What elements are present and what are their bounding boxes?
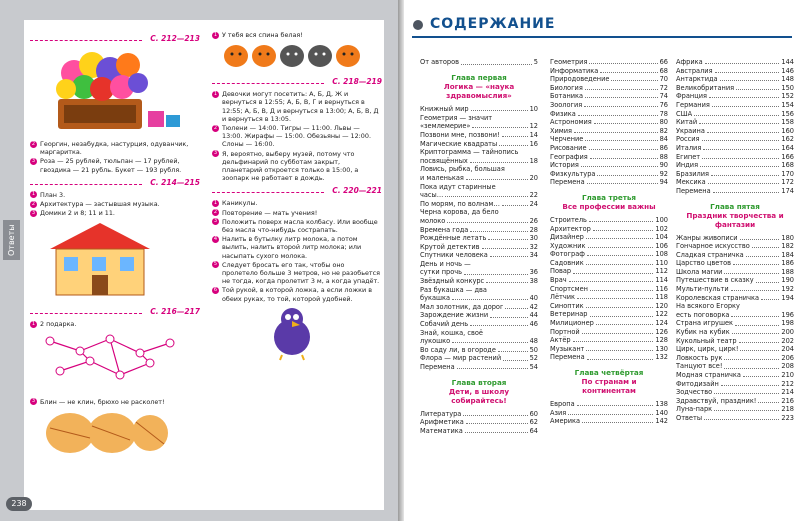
toc-entry[interactable]: Здравствуй, праздник! 216 xyxy=(676,396,794,405)
toc-entry[interactable]: Врач 114 xyxy=(550,276,668,285)
toc-entry[interactable]: Синоптик 120 xyxy=(550,301,668,310)
toc-entry[interactable]: Биология 72 xyxy=(550,83,668,92)
toc-entry[interactable]: Цирк, цирк, цирк! 204 xyxy=(676,345,794,354)
toc-entry[interactable]: Фитодизайн 212 xyxy=(676,379,794,388)
toc-entry[interactable]: Зоология 76 xyxy=(550,100,668,109)
toc-entry[interactable]: Фотограф 108 xyxy=(550,250,668,259)
answer-item: 3 Домики 2 и 8; 11 и 11. xyxy=(31,209,115,218)
toc-list xyxy=(676,234,794,423)
toc-entry[interactable]: Мульти-пульти 192 xyxy=(676,285,794,294)
flower-basket-illustration xyxy=(40,47,200,137)
toc-list xyxy=(550,216,668,362)
maze-illustration xyxy=(40,331,200,395)
answer-item: 3 Положить поверх масла колбасу. Или вообще без масла что-нибудь сострапать. xyxy=(213,217,378,235)
chapter-heading: Глава вторая Дети, в школу собирайтесь! xyxy=(448,377,510,405)
house-illustration xyxy=(40,219,200,303)
answer-item: 6 Той рукой, в которой ложка, а если ложки в обеих руках, то той, которой удобней. xyxy=(213,286,372,303)
toc-list xyxy=(550,58,668,187)
section-header xyxy=(212,77,382,87)
toc-entry[interactable]: Страна игрушек 198 xyxy=(676,319,794,328)
toc-entry[interactable]: лукошко 48 xyxy=(420,337,538,346)
toc-entry[interactable]: Времена года 28 xyxy=(420,225,538,234)
toc-entry[interactable]: Рождённые летать 30 xyxy=(420,234,538,243)
toc-entry[interactable]: Художник 106 xyxy=(550,241,668,250)
toc-entry[interactable]: Звёздный конкурс 38 xyxy=(420,277,538,286)
toc-column-2 xyxy=(550,58,668,426)
pumpkins-illustration xyxy=(222,41,382,73)
toc-entry[interactable]: Луна-парк 218 xyxy=(676,405,794,414)
toc-entry[interactable]: Индия 168 xyxy=(676,161,794,170)
toc-entry[interactable]: Крутой детектив 32 xyxy=(420,242,538,251)
toc-entry[interactable]: Раз букашка — два xyxy=(420,285,487,294)
answer-item: 1 2 подарка. xyxy=(31,320,77,329)
toc-entry[interactable]: Музыкант 130 xyxy=(550,344,668,353)
toc-entry[interactable]: Физкультура 92 xyxy=(550,169,668,178)
toc-entry[interactable]: Германия 154 xyxy=(676,100,794,109)
toc-title: СОДЕРЖАНИЕ xyxy=(430,16,556,32)
toc-entry[interactable]: Бразилия 170 xyxy=(676,169,794,178)
toc-entry[interactable]: Перемена 94 xyxy=(550,178,668,187)
toc-entry[interactable]: Зарождение жизни 44 xyxy=(420,311,538,320)
toc-entry[interactable]: Дизайнер 104 xyxy=(550,233,668,242)
toc-entry[interactable]: Школа магии 188 xyxy=(676,267,794,276)
answer-item: 1 План 3. xyxy=(31,190,66,199)
answer-item: 3 Блин — не клин, брюхо не расколет! xyxy=(31,397,165,406)
toc-entry[interactable]: Спутники человека 34 xyxy=(420,251,538,260)
toc-entry[interactable]: Мал золотник, да дорог 42 xyxy=(420,302,538,311)
toc-entry[interactable]: По морям, по волнам… 24 xyxy=(420,199,538,208)
crow-illustration xyxy=(262,305,382,365)
toc-entry[interactable]: День и ночь — xyxy=(420,259,471,268)
toc-entry[interactable]: Знай, кошка, своё xyxy=(420,328,483,337)
toc-entry[interactable]: молоко 26 xyxy=(420,216,538,225)
toc-entry[interactable]: Природоведение 70 xyxy=(550,75,668,84)
answer-item: 1 У тебя вся спина белая! xyxy=(213,31,303,39)
section-header xyxy=(30,34,200,44)
toc-entry[interactable]: Черчение 84 xyxy=(550,135,668,144)
toc-entry[interactable]: «землемерие» 12 xyxy=(420,122,538,131)
toc-entry[interactable]: Магические квадраты 16 xyxy=(420,139,538,148)
section-pages: С. 212—213 xyxy=(150,34,200,43)
chapter-heading: Глава четвёртая По странам и континентам xyxy=(574,368,644,395)
section-header xyxy=(30,307,200,317)
toc-entry[interactable]: Ветеринар 122 xyxy=(550,310,668,319)
chapter-heading: Глава третья Все профессии важны xyxy=(562,192,656,211)
toc-entry[interactable]: Гончарное искусство 182 xyxy=(676,242,794,251)
section-header xyxy=(212,186,382,196)
toc-entry[interactable]: Ботаника 74 xyxy=(550,92,668,101)
toc-entry[interactable]: Арифметика 62 xyxy=(420,418,538,427)
toc-entry[interactable]: сутки прочь 36 xyxy=(420,268,538,277)
title-rule xyxy=(412,36,792,38)
toc-entry[interactable]: Портной 126 xyxy=(550,327,668,336)
section-pages: С. 216—217 xyxy=(150,307,200,317)
toc-entry[interactable]: Собачий день 46 xyxy=(420,320,538,329)
toc-list xyxy=(420,410,538,436)
section-pages: С. 214—215 xyxy=(150,177,200,187)
toc-entry[interactable]: Позвони мне, позвони! 14 xyxy=(420,130,538,139)
toc-list xyxy=(550,400,668,426)
toc-entry[interactable]: Антарктида 148 xyxy=(676,75,794,84)
toc-entry[interactable]: Перемена 54 xyxy=(420,363,538,372)
toc-entry[interactable]: Америка 142 xyxy=(550,417,668,426)
toc-entry[interactable]: Садовник 110 xyxy=(550,258,668,267)
toc-entry[interactable]: есть поговорка 196 xyxy=(676,310,794,319)
answer-item: 4 Налить в бутылку литр молока, а потом вылить, налить второй литр молока; или насыпать сухого молока. xyxy=(213,235,362,260)
chapter-heading: Глава первая Логика — «наука здравомыслия» xyxy=(443,73,515,101)
toc-entry[interactable]: и маленькая 20 xyxy=(420,173,538,182)
toc-entry[interactable]: Лётчик 118 xyxy=(550,293,668,302)
answer-item: 3 Я, вероятно, выберу музей, потому что дельфинарий по субботам закрыт, планетарий откроется только в 15:00, а зоопарк не работает в дождь. xyxy=(213,149,359,183)
toc-entry[interactable]: Мексика 172 xyxy=(676,178,794,187)
section-tab: Ответы xyxy=(3,220,20,260)
toc-entry[interactable]: Кукольный театр 202 xyxy=(676,336,794,345)
toc-entry[interactable]: Черна корова, да бело xyxy=(420,208,499,217)
toc-entry[interactable]: Украина 160 xyxy=(676,126,794,135)
toc-entry[interactable]: Пока идут старинные xyxy=(420,182,496,191)
toc-entry[interactable]: Химия 82 xyxy=(550,126,668,135)
toc-column-1 xyxy=(420,58,538,435)
toc-entry[interactable]: Модная страничка 210 xyxy=(676,371,794,379)
toc-entry[interactable]: Повар 112 xyxy=(550,267,668,276)
toc-entry[interactable]: Россия 162 xyxy=(676,135,794,144)
toc-entry[interactable]: США 156 xyxy=(676,109,794,118)
toc-entry[interactable]: Королевская страничка 194 xyxy=(676,293,794,302)
toc-entry[interactable]: Африка 144 xyxy=(676,58,794,66)
toc-entry[interactable]: Астрономия 80 xyxy=(550,118,668,127)
toc-entry[interactable]: Спортсмен 116 xyxy=(550,284,668,293)
toc-entry[interactable]: Великобритания 150 xyxy=(676,83,794,92)
answer-item: 2 Архитектура — застывшая музыка. xyxy=(31,200,160,209)
answer-item: 5 Следует бросать его так, чтобы оно пролетело больше 3 метров, но не разобьется не тогда, когда пролетит 3 м, а когда упадёт. xyxy=(213,260,380,286)
toc-entry[interactable]: Зодчество 214 xyxy=(676,388,794,397)
toc-entry[interactable]: Информатика 68 xyxy=(550,66,668,75)
toc-entry[interactable]: Жанры живописи 180 xyxy=(676,233,794,242)
toc-entry[interactable]: Криптограмма — тайнопись xyxy=(420,148,519,157)
toc-entry[interactable]: Европа 138 xyxy=(550,400,668,408)
answer-item: 2 Повторение — мать учения! xyxy=(213,208,318,217)
toc-entry[interactable]: На всякого Егорку xyxy=(676,302,740,311)
toc-entry[interactable]: Италия 164 xyxy=(676,143,794,152)
toc-entry[interactable]: Китай 158 xyxy=(676,118,794,127)
toc-entry[interactable]: Путешествие в сказку 190 xyxy=(676,276,794,285)
toc-entry[interactable]: Физика 78 xyxy=(550,109,668,118)
answers-column-b xyxy=(212,30,382,368)
toc-entry[interactable]: Австралия 146 xyxy=(676,66,794,75)
toc-entry[interactable]: Строитель 100 xyxy=(550,215,668,224)
answer-item: 2 Георгин, незабудка, настурция, одуванчик, маргаритка. xyxy=(31,140,189,157)
toc-entry[interactable]: Милиционер 124 xyxy=(550,319,668,328)
answer-item: 1 Каникулы. xyxy=(213,199,258,208)
toc-entry[interactable]: Актёр 128 xyxy=(550,336,668,345)
toc-entry[interactable]: посвящённых 18 xyxy=(420,156,538,165)
toc-entry[interactable]: Франция 152 xyxy=(676,92,794,101)
toc-entry[interactable]: Ловись, рыбка, большая xyxy=(420,165,505,174)
bullet-icon xyxy=(413,20,423,30)
toc-entry[interactable]: Перемена 132 xyxy=(550,353,668,362)
section-pages: С. 220—221 xyxy=(332,186,382,196)
toc-entry[interactable]: От авторов 5 xyxy=(420,58,538,66)
toc-entry[interactable]: Ответы 223 xyxy=(676,413,794,422)
toc-entry[interactable]: Ловкость рук 206 xyxy=(676,353,794,362)
toc-entry[interactable]: История 90 xyxy=(550,161,668,170)
section-pages: С. 218—219 xyxy=(332,77,382,87)
toc-entry[interactable]: География 88 xyxy=(550,152,668,161)
toc-entry[interactable]: Геометрия 66 xyxy=(550,58,668,66)
toc-entry[interactable]: Литература 60 xyxy=(420,409,538,418)
toc-entry[interactable]: Математика 64 xyxy=(420,426,538,435)
answers-column-a xyxy=(30,30,200,465)
toc-entry[interactable]: Во саду ли, в огороде 50 xyxy=(420,345,538,354)
toc-entry[interactable]: Сладкая страничка 184 xyxy=(676,250,794,259)
toc-entry[interactable]: букашка 40 xyxy=(420,294,538,303)
toc-entry[interactable]: Перемена 174 xyxy=(676,186,794,195)
toc-entry[interactable]: Рисование 86 xyxy=(550,143,668,152)
toc-list xyxy=(420,105,538,371)
page-number: 238 xyxy=(6,497,32,511)
toc-entry[interactable]: Геометрия — значит xyxy=(420,113,493,122)
toc-entry[interactable]: Танцуют все! 208 xyxy=(676,362,794,371)
section-header xyxy=(30,178,200,188)
toc-column-3 xyxy=(676,58,794,423)
toc-entry[interactable]: Египет 166 xyxy=(676,152,794,161)
toc-entry[interactable]: Азия 140 xyxy=(550,408,668,417)
answer-item: 1 Девочки могут посетить: А, Б, Д, Ж и вернуться в 12:55; А, Б, В, Г и вернуться в 12:55; А, Б, В, Д и вернуться в 13:00; А, Б, В, Д и вернуться в 13:05. xyxy=(213,90,379,123)
toc-entry[interactable]: Царство цветов 186 xyxy=(676,259,794,268)
toc-entry[interactable]: Архитектор 102 xyxy=(550,224,668,233)
answer-item: 3 Роза — 25 рублей, тюльпан — 17 рублей, гвоздика — 21 рубль. Букет — 193 рубля. xyxy=(31,157,182,174)
toc-entry[interactable]: Флора — мир растений 52 xyxy=(420,354,538,363)
toc-entry[interactable]: Книжный мир 10 xyxy=(420,105,538,114)
pancake-puzzle-illustration xyxy=(40,408,200,462)
toc-entry[interactable]: часы… 22 xyxy=(420,191,538,200)
chapter-heading: Глава пятая Праздник творчества и фантазии xyxy=(686,201,784,229)
toc-list xyxy=(676,58,794,196)
answer-item: 2 Тюлени — 14:00. Тигры — 11:00. Львы — 13:00. Жирафы — 15:00. Обезьяны — 12:00. Слоны — 16:00. xyxy=(213,124,371,149)
toc-entry[interactable]: Кубик на кубик 200 xyxy=(676,328,794,337)
